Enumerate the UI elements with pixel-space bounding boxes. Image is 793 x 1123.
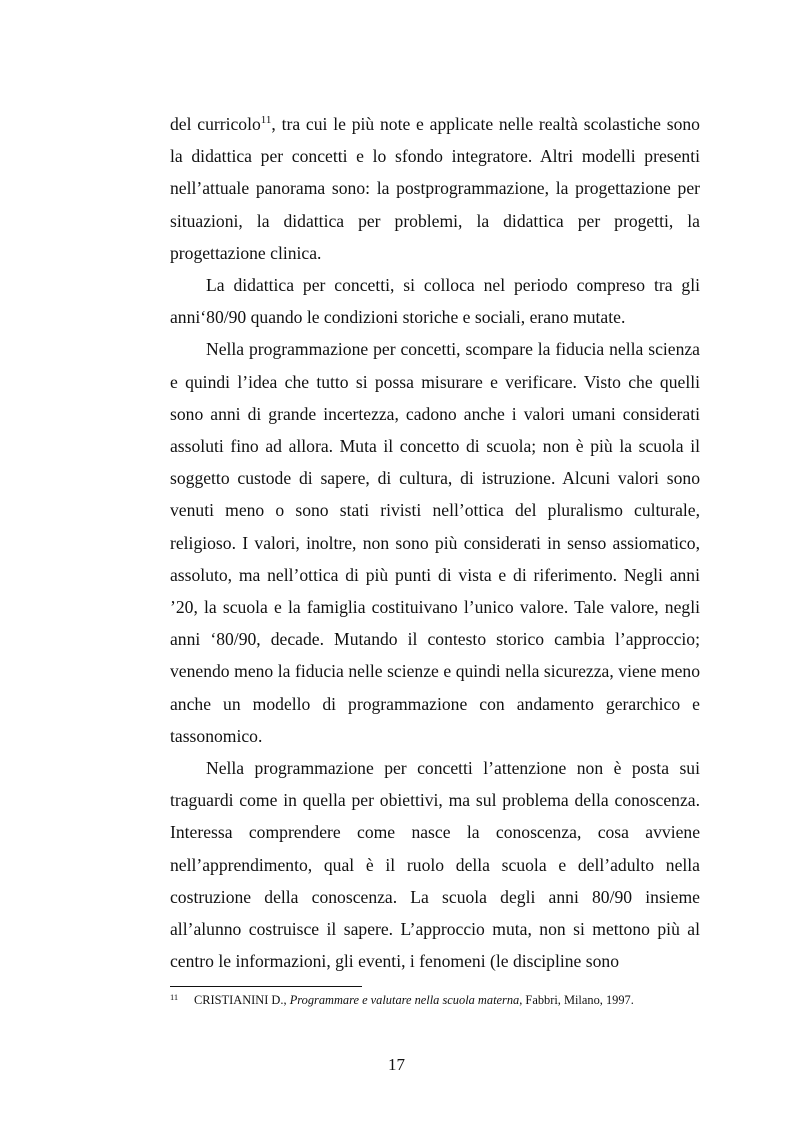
footnote-divider <box>170 986 362 987</box>
document-body <box>170 108 700 977</box>
paragraph-1-rest: , tra cui le più note e applicate nelle realtà scolastiche sono la didattica per concetti e lo sfondo integratore. Altri modelli presenti nell’attuale panorama sono: la postprogrammazione, la progettazione per situazioni, la didattica per problemi, la didattica per progetti, la progettazione clinica. <box>170 114 700 263</box>
footnote: 11 CRISTIANINI D., Programmare e valutare nella scuola materna, Fabbri, Milano, 1997. <box>170 992 634 1007</box>
paragraph-4: Nella programmazione per concetti l’attenzione non è posta sui traguardi come in quella per obiettivi, ma sul problema della conoscenza. Interessa comprendere come nasce la conoscenza, cosa avviene nell’apprendimento, qual è il ruolo della scuola e dell’adulto nella costruzione della conoscenza. La scuola degli anni 80/90 insieme all’alunno costruisce il sapere. L’approccio muta, non si mettono più al centro le informazioni, gli eventi, i fenomeni (le discipline sono <box>170 758 700 972</box>
paragraph-1 <box>170 108 700 269</box>
paragraph-1-start: del curricolo <box>170 114 261 134</box>
page-number: 17 <box>388 1055 405 1074</box>
paragraph-3: Nella programmazione per concetti, scompare la fiducia nella scienza e quindi l’idea che tutto si possa misurare e verificare. Visto che quelli sono anni di grande incertezza, cadono anche i valori umani considerati assoluti fino ad allora. Muta il concetto di scuola; non è più la scuola il soggetto custode di sapere, di cultura, di istruzione. Alcuni valori sono venuti meno o sono stati rivisti nell’ottica del pluralismo culturale, religioso. I valori, inoltre, non sono più considerati in senso assiomatico, assoluto, ma nell’ottica di più punti di vista e di riferimento. Negli anni ’20, la scuola e la famiglia costituivano l’unico valore. Tale valore, negli anni ‘80/90, decade. Mutando il contesto storico cambia l’approccio; venendo meno la fiducia nelle scienze e quindi nella sicurezza, viene meno anche un modello di programmazione con andamento gerarchico e tassonomico. <box>170 339 700 746</box>
paragraph-2: La didattica per concetti, si colloca nel periodo compreso tra gli anni‘80/90 quando le condizioni storiche e sociali, erano mutate. <box>170 275 700 328</box>
footnote-title: Programmare e valutare nella scuola materna <box>289 993 520 1007</box>
footnote-details: , Fabbri, Milano, 1997. <box>519 993 634 1007</box>
footnote-reference[interactable]: 11 <box>260 114 272 126</box>
footnote-author: CRISTIANINI D., <box>194 993 290 1007</box>
